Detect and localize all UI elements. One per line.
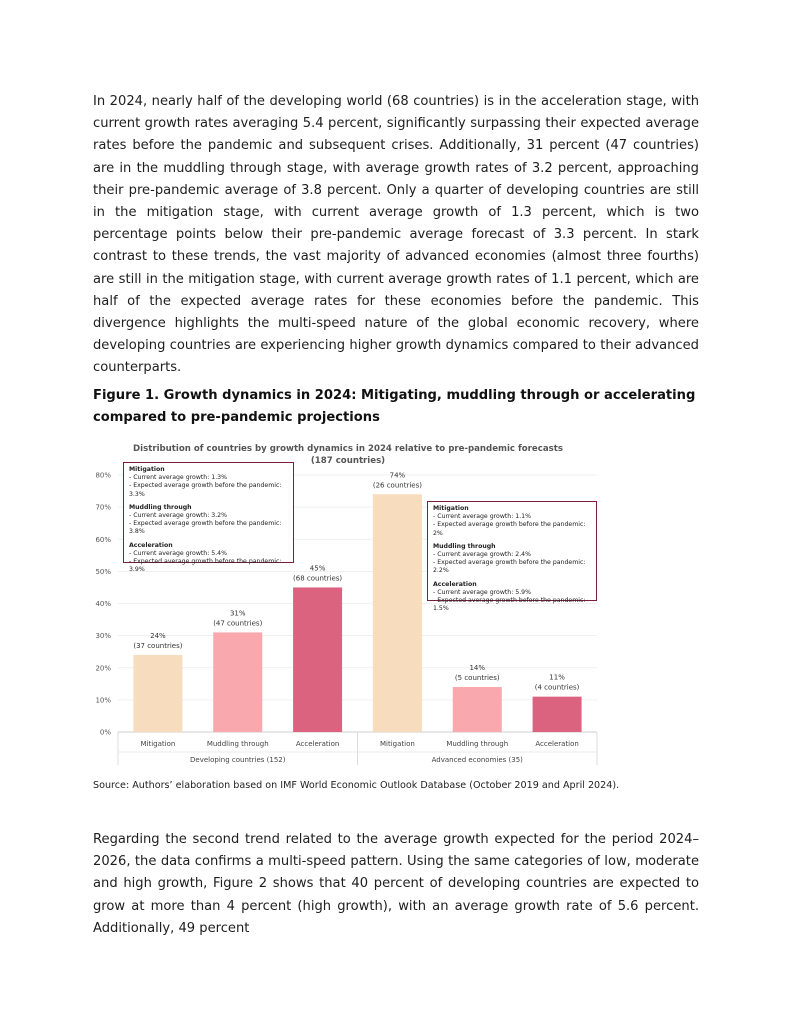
source-note: Source: Authors’ elaboration based on IMF World Economic Outlook Database (October 2019 and April 2024). (93, 780, 620, 791)
bar-count-label: (68 countries) (293, 574, 343, 583)
legend-adv-acceleration-expected: - Expected average growth before the pandemic: 1.5% (433, 597, 586, 613)
legend-adv-muddling-current: - Current average growth: 2.4% (433, 551, 532, 559)
legend-adv-mitigation-expected: - Expected average growth before the pandemic: 2% (433, 521, 586, 537)
bar-count-label: (37 countries) (133, 641, 183, 650)
legend-dev-muddling-title: Muddling through (129, 503, 192, 511)
chart-subtitle: (187 countries) (310, 456, 386, 466)
bar-value-label: 24% (150, 631, 166, 640)
category-label: Acceleration (535, 740, 579, 748)
y-tick-label: 50% (95, 567, 111, 576)
legend-dev-muddling-current: - Current average growth: 3.2% (129, 512, 228, 520)
category-label: Muddling through (446, 740, 509, 748)
legend-adv-muddling-title: Muddling through (433, 542, 496, 550)
y-tick-label: 70% (95, 503, 111, 512)
legend-adv-acceleration-current: - Current average growth: 5.9% (433, 588, 532, 596)
chart-title: Distribution of countries by growth dynamics in 2024 relative to pre-pandemic forecasts (133, 444, 563, 454)
legend-adv-mitigation-title: Mitigation (433, 505, 469, 512)
legend-adv-acceleration-title: Acceleration (433, 580, 477, 588)
bar-value-label: 45% (309, 564, 326, 573)
bar-value-label: 14% (469, 664, 486, 673)
legend-dev-mitigation-current: - Current average growth: 1.3% (129, 474, 228, 482)
category-label: Acceleration (295, 740, 340, 748)
y-tick-label: 10% (95, 696, 111, 705)
y-tick-label: 60% (95, 535, 111, 544)
legend-dev-acceleration-current: - Current average growth: 5.4% (129, 549, 228, 557)
y-tick-label: 80% (95, 471, 111, 480)
legend-dev-muddling-expected: - Expected average growth before the pandemic: 3.8% (129, 520, 282, 536)
bar-value-label: 11% (549, 673, 565, 682)
category-label: Mitigation (380, 740, 415, 748)
group-label: Developing countries (152) (190, 756, 286, 764)
legend-dev-acceleration-expected: - Expected average growth before the pandemic: 3.9% (129, 558, 282, 574)
bar-count-label: (47 countries) (213, 619, 263, 628)
y-tick-label: 30% (95, 632, 111, 641)
y-tick-label: 20% (95, 664, 111, 673)
legend-adv-mitigation-current: - Current average growth: 1.1% (433, 513, 532, 521)
y-tick-label: 40% (95, 600, 111, 608)
bar (533, 697, 582, 732)
y-tick-label: 0% (99, 728, 111, 737)
body-paragraph-2: Regarding the second trend related to the average growth expected for the period 2024–2026, the data confirms a multi-speed pattern. Using the same categories of low, moderate and high growth, Figure 2 shows that 40 percent of developing countries are expected to grow at more than 4 percent (high growth), with an average growth rate of 5.6 percent. Additionally, 49 percent (93, 832, 699, 936)
legend-advanced (427, 501, 597, 613)
legend-dev-mitigation-expected: - Expected average growth before the pandemic: 3.3% (129, 482, 282, 498)
category-label: Mitigation (140, 740, 176, 748)
bar-value-label: 74% (389, 471, 406, 480)
legend-adv-muddling-expected: - Expected average growth before the pandemic: 2.2% (433, 559, 586, 575)
bar-count-label: (5 countries) (454, 674, 500, 683)
bar (453, 687, 502, 732)
bar-count-label: (4 countries) (534, 683, 580, 692)
bar-value-label: 31% (229, 609, 246, 618)
bar (213, 632, 262, 732)
legend-developing (123, 462, 294, 574)
bar (293, 587, 342, 732)
figure-caption: Figure 1. Growth dynamics in 2024: Mitigating, muddling through or accelerating compared to pre-pandemic projections (93, 388, 696, 425)
legend-dev-mitigation-title: Mitigation (129, 466, 165, 473)
body-paragraph-1: In 2024, nearly half of the developing world (68 countries) is in the acceleration stage, with current growth rates averaging 5.4 percent, significantly surpassing their expected average rates before the pandemic and subsequent crises. Additionally, 31 percent (47 countries) are in the muddling through stage, with average growth rates of 3.2 percent, approaching their pre-pandemic average of 3.8 percent. Only a quarter of developing countries are still in the mitigation stage, with current average growth of 1.3 percent, which is two percentage points below their pre-pandemic average forecast of 3.3 percent. In stark contrast to these trends, the vast majority of advanced economies (almost three fourths) are still in the mitigation stage, with current average growth rates of 1.1 percent, which are half of the expected average rates for these economies before the pandemic. This divergence highlights the multi-speed nature of the global economic recovery, where developing countries are experiencing higher growth dynamics compared to their advanced counterparts. (93, 94, 699, 376)
group-label: Advanced economies (35) (431, 756, 523, 764)
bar-count-label: (26 countries) (372, 481, 422, 490)
legend-dev-acceleration-title: Acceleration (129, 541, 173, 549)
bar (133, 655, 182, 732)
category-label: Muddling through (206, 740, 269, 748)
bar (373, 494, 422, 732)
